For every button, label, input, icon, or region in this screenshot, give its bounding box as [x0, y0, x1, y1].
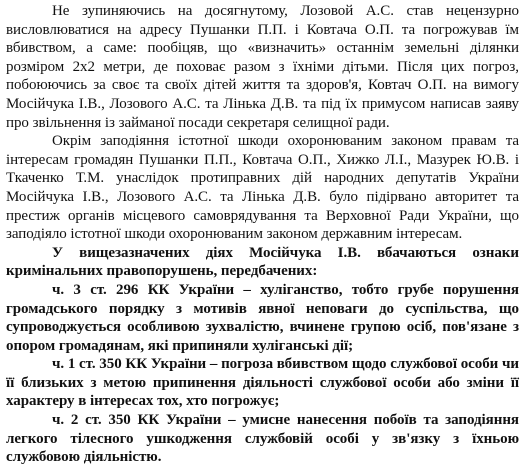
paragraph-article-350-part-2: ч. 2 ст. 350 КК України – умисне нанесення побоїв та заподіяння легкого тілесного ушкодження службовій особі у зв'язку з їхньою службовою діяльністю. — [6, 412, 519, 466]
paragraph-article-296: ч. 3 ст. 296 КК України – хуліганство, тобто грубе порушення громадського порядку з мотивів явної неповаги до суспільства, що супроводжується особливою зухвалістю, вчинене групою осіб, пов'язане з опором громадянам, які припиняли хуліганські дії; — [6, 281, 519, 354]
criminal-signs-intro-text: У вищезазначених діях Мосійчука І.В. вбачаються ознаки кримінальних правопорушень, передбачених: — [6, 244, 519, 280]
paragraph-threats: Не зупиняючись на досягнутому, Лозовой А.С. став нецензурно висловлюватися на адресу Пушанки П.П. і Ковтача О.П. та погрожував їм вбивством, а саме: пообіцяв, що «визначить» останнім земельні ділянки розміром 2х2 метри, де поховає разом з їхніми дітьми. Після цих погроз, побоюючись за своє та своїх дітей життя та здоров'я, Ковтач О.П. на вимогу Мосійчука І.В., Лозового А.С. та Лінька Д.В. та під їх примусом написав заяву про звільнення із займаної посади секретаря селищної ради. — [6, 3, 519, 131]
paragraph-damage: Окрім заподіяння істотної шкоди охоронюваним законом правам та інтересам громадян Пушанки П.П., Ковтача О.П., Хижко Л.І., Мазурек Ю.В. і Ткаченко Т.М. унаслідок протиправних дій народних депутатів України Мосійчука І.В., Лозового А.С. та Лінька Д.В. було підірвано авторитет та престиж органів місцевого самоврядування та Верховної Ради України, що заподіяло істотної шкоди охоронюваним законом державним інтересам. — [6, 133, 519, 243]
paragraph-article-350-part-1: ч. 1 ст. 350 КК України – погроза вбивством щодо службової особи чи її близьких з метою припинення діяльності службової особи або зміни її характеру в інтересах тох, хто погрожує; — [6, 356, 519, 410]
paragraph-criminal-signs-intro — [6, 244, 519, 281]
